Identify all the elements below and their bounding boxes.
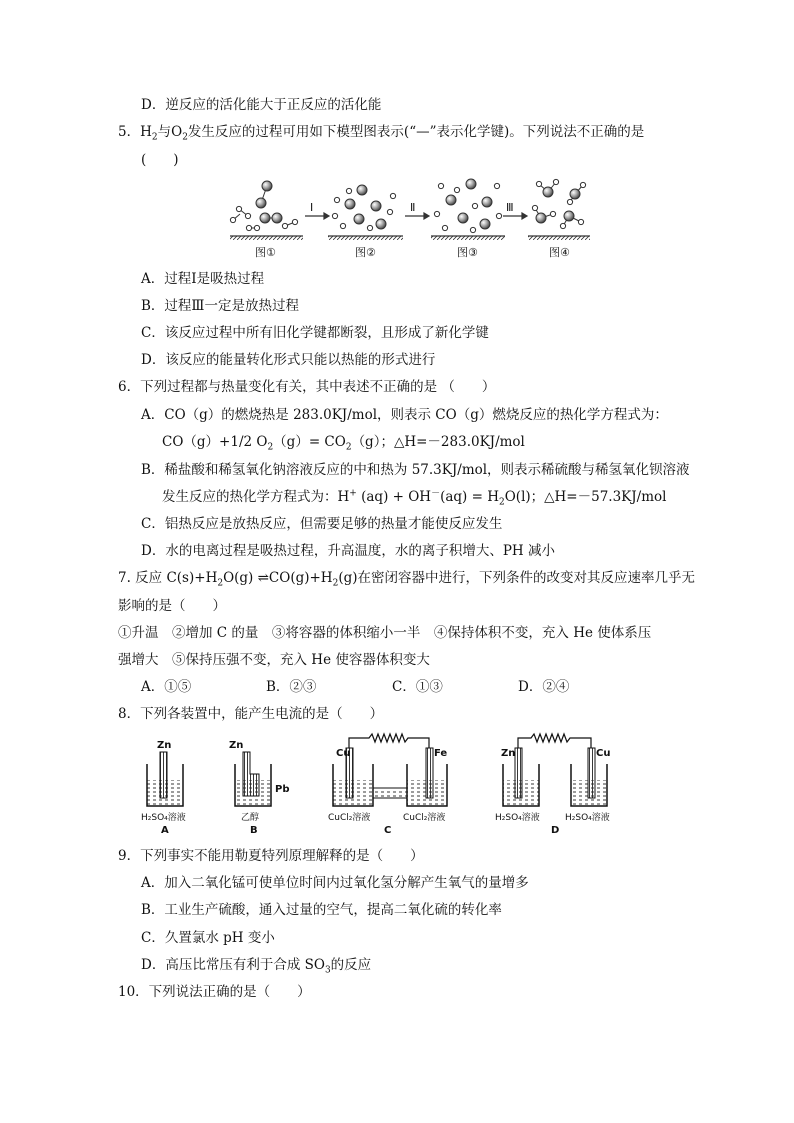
apparatus-c-electrode-2: Fe xyxy=(434,748,448,759)
apparatus-b-electrode-1: Zn xyxy=(229,740,244,751)
apparatus-b-solution: 乙醇 xyxy=(241,813,260,823)
q7-option-b: B．②③ xyxy=(266,679,317,695)
q9-option-a: A．加入二氧化锰可使单位时间内过氧化氢分解产生氧气的量增多 xyxy=(141,875,529,891)
arrow-2 xyxy=(405,213,429,219)
q7-option-a: A．①⑤ xyxy=(141,679,192,695)
figure-label-4: 图④ xyxy=(549,246,570,259)
q7-stem: 7. 反应 $C(s)+H_2O(g)$ $\rightleftharpoons CO(g)+H_2(g)$在密闭容器中进行，下列条件的改变对其反应速率几乎无 xyxy=(118,570,696,589)
figure-label-3: 图③ xyxy=(457,246,478,259)
apparatus-b-letter: B xyxy=(250,825,258,836)
model-ground-2 xyxy=(328,236,403,240)
apparatus-d-solution-2: H₂SO₄溶液 xyxy=(565,813,610,823)
model-molecules-4 xyxy=(532,179,585,228)
apparatus-a-solution: H₂SO₄溶液 xyxy=(141,813,186,823)
apparatus-d xyxy=(503,734,607,806)
apparatus-b-electrode-2: Pb xyxy=(275,784,290,795)
q9-option-d: D．高压比常压有利于合成 $SO_3$的反应 xyxy=(141,957,372,976)
apparatus-b xyxy=(235,752,271,806)
apparatus-c-solution-1: CuCl₂溶液 xyxy=(328,813,371,823)
q8-stem: 8．下列各装置中，能产生电流的是（ ） xyxy=(118,706,384,722)
q5-reaction-model-figure xyxy=(225,176,595,264)
q6-stem: 6．下列过程都与热量变化有关，其中表述不正确的是 （ ） xyxy=(118,379,496,395)
q5-answer-paren: ( ) xyxy=(141,152,179,168)
q6-option-b: B．稀盐酸和稀氢氧化钠溶液反应的中和热为 57.3KJ/mol，则表示稀硫酸与稀氢氧化钡溶液 xyxy=(141,462,690,478)
q5-option-d: D．该反应的能量转化形式只能以热能的形式进行 xyxy=(141,352,436,368)
q8-apparatus-figure xyxy=(135,730,625,838)
model-ground-3 xyxy=(431,236,505,240)
q7-option-d: D．②④ xyxy=(518,679,570,695)
apparatus-c xyxy=(333,734,447,806)
arrow-label-1: Ⅰ xyxy=(310,201,314,214)
q7-conditions-cont: 强增大 ⑤保持压强不变，充入 He 使容器体积变大 xyxy=(118,652,430,668)
q7-conditions: ①升温 ②增加 C 的量 ③将容器的体积缩小一半 ④保持体积不变，充入 He 使体系压 xyxy=(118,625,652,641)
q5-option-a: A．过程Ⅰ是吸热过程 xyxy=(141,271,265,287)
q6-option-a: A．CO（g）的燃烧热是 283.0KJ/mol，则表示 CO（g）燃烧反应的热化学方程式为： xyxy=(141,407,668,423)
q5-option-c: C．该反应过程中所有旧化学键都断裂，且形成了新化学键 xyxy=(141,325,489,341)
apparatus-d-solution-1: H₂SO₄溶液 xyxy=(495,813,540,823)
apparatus-a xyxy=(147,752,183,806)
arrow-label-3: Ⅲ xyxy=(506,201,514,214)
apparatus-d-electrode-2: Cu xyxy=(596,748,611,759)
apparatus-c-letter: C xyxy=(384,825,392,836)
q4-option-d: D．逆反应的活化能大于正反应的活化能 xyxy=(141,97,382,113)
arrow-label-2: Ⅱ xyxy=(410,201,416,214)
apparatus-d-letter: D xyxy=(551,825,560,836)
q5-option-b: B．过程Ⅲ一定是放热过程 xyxy=(141,298,299,314)
q6-option-b-equation: 发生反应的热化学方程式为：H+ $(aq) + OH^-(aq) = H_2O(l)$；△H=－57.3KJ/mol xyxy=(162,488,667,508)
model-molecules-1 xyxy=(230,181,297,231)
q5-stem: 5．$H_2$与$O_2$发生反应的过程可用如下模型图表示(“—”表示化学键)。下列说法不正确的是 xyxy=(118,124,645,143)
q7-option-c: C．①③ xyxy=(392,679,443,695)
q6-option-d: D．水的电离过程是吸热过程，升高温度，水的离子积增大、PH 减小 xyxy=(141,543,555,559)
arrow-1 xyxy=(305,213,329,219)
q9-option-b: B．工业生产硫酸，通入过量的空气，提高二氧化硫的转化率 xyxy=(141,902,502,918)
q7-stem-cont: 影响的是（ ） xyxy=(118,598,226,614)
q9-option-c: C．久置氯水 pH 变小 xyxy=(141,930,275,946)
apparatus-d-electrode-1: Zn xyxy=(501,748,516,759)
apparatus-c-electrode-1: Cu xyxy=(336,748,351,759)
model-atoms-3 xyxy=(434,179,501,233)
model-molecules-2 xyxy=(332,185,395,231)
q9-stem: 9．下列事实不能用勒夏特列原理解释的是（ ） xyxy=(118,848,424,864)
apparatus-a-letter: A xyxy=(161,825,169,836)
figure-label-1: 图① xyxy=(255,246,276,259)
apparatus-c-solution-2: CuCl₂溶液 xyxy=(403,813,446,823)
model-ground-1 xyxy=(230,236,303,240)
q6-option-c: C．铝热反应是放热反应，但需要足够的热量才能使反应发生 xyxy=(141,516,503,532)
q10-stem: 10．下列说法正确的是（ ） xyxy=(118,984,311,1000)
model-ground-4 xyxy=(528,236,590,240)
apparatus-a-electrode: Zn xyxy=(157,740,172,751)
figure-label-2: 图② xyxy=(355,246,376,259)
q6-option-a-equation: CO（g）+1/2 $O_2(g)= CO_2(g)$；△H=－283.0KJ/mol xyxy=(162,434,525,453)
